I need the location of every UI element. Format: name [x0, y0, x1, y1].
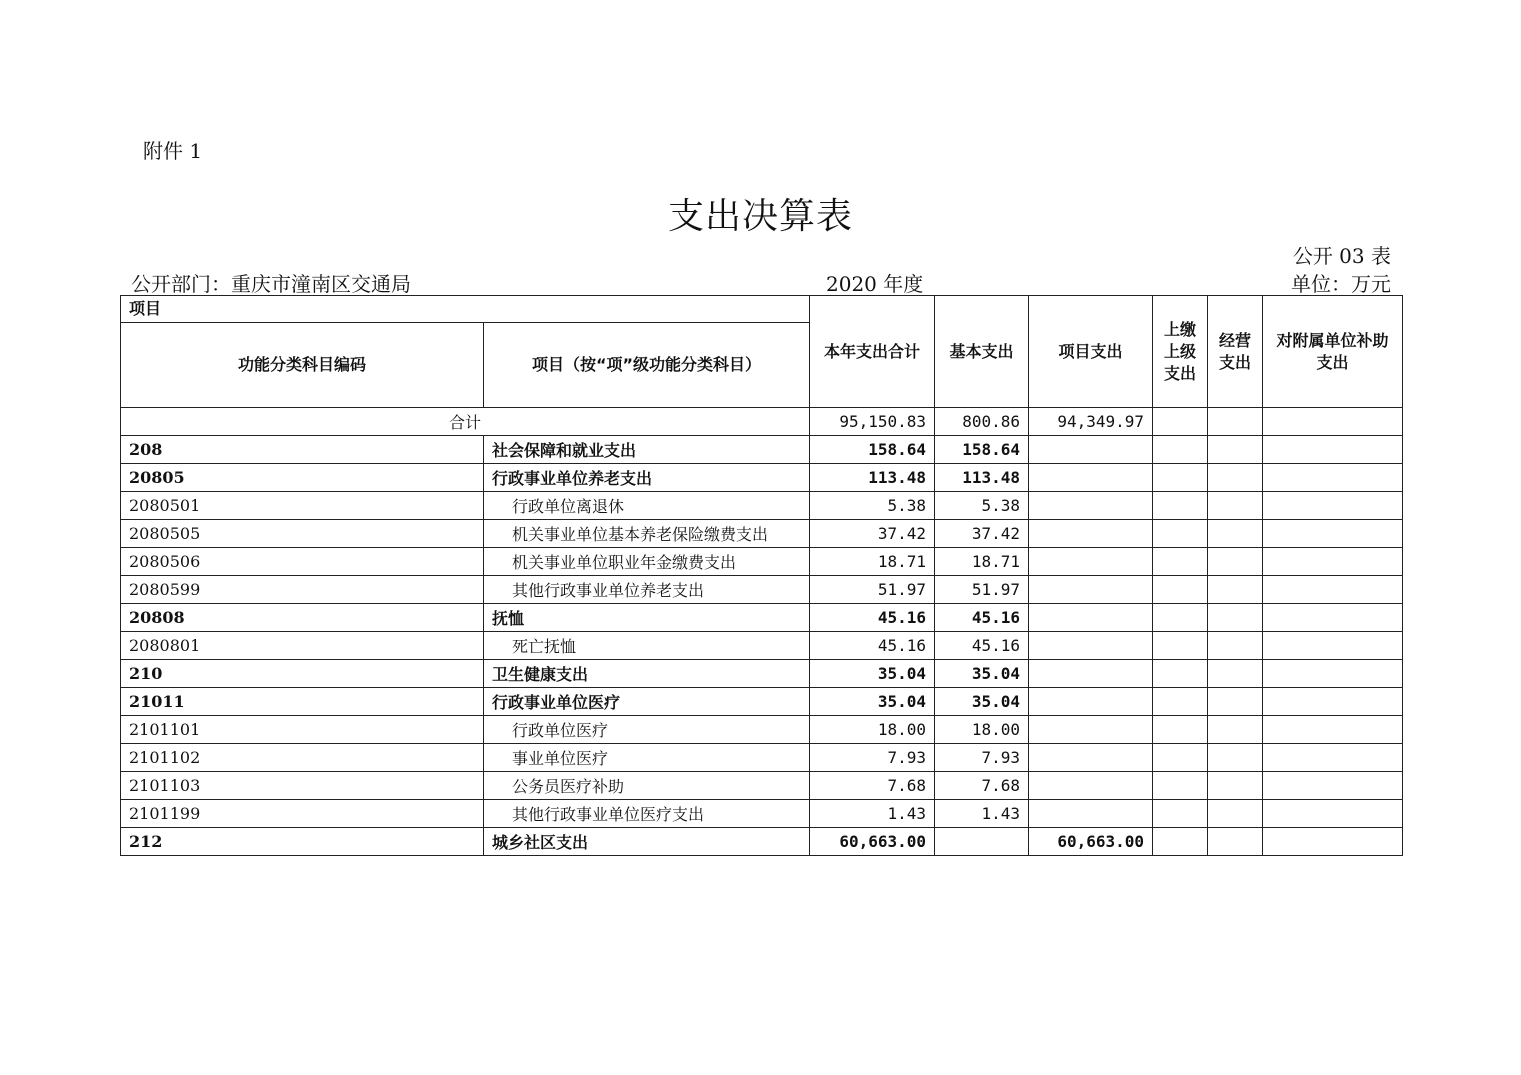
table-row	[121, 548, 1403, 576]
row-code: 2101101	[121, 716, 484, 744]
row-basic: 158.64	[935, 436, 1029, 464]
row-code: 208	[121, 436, 484, 464]
row-total: 7.68	[810, 772, 935, 800]
row-subsidy	[1263, 492, 1403, 520]
row-basic: 37.42	[935, 520, 1029, 548]
row-basic	[935, 828, 1029, 856]
row-total: 5.38	[810, 492, 935, 520]
row-name: 公务员医疗补助	[484, 772, 810, 800]
row-name: 城乡社区支出	[484, 828, 810, 856]
total-business	[1208, 408, 1263, 436]
row-business	[1208, 632, 1263, 660]
row-name: 其他行政事业单位养老支出	[484, 576, 810, 604]
row-subsidy	[1263, 744, 1403, 772]
row-name: 行政事业单位养老支出	[484, 464, 810, 492]
row-total: 18.00	[810, 716, 935, 744]
row-code: 21011	[121, 688, 484, 716]
header-business: 经营支出	[1208, 296, 1263, 408]
row-basic: 5.38	[935, 492, 1029, 520]
row-name: 行政事业单位医疗	[484, 688, 810, 716]
header-subsidy: 对附属单位补助支出	[1263, 296, 1403, 408]
department-label: 公开部门：重庆市潼南区交通局	[131, 272, 411, 296]
table-header	[121, 296, 1403, 408]
row-subsidy	[1263, 660, 1403, 688]
row-code: 2101103	[121, 772, 484, 800]
row-name: 卫生健康支出	[484, 660, 810, 688]
row-code: 212	[121, 828, 484, 856]
table-row	[121, 828, 1403, 856]
header-remit: 上缴上级支出	[1153, 296, 1208, 408]
row-project	[1029, 548, 1153, 576]
row-project	[1029, 688, 1153, 716]
row-code: 2080801	[121, 632, 484, 660]
row-remit	[1153, 828, 1208, 856]
row-basic: 113.48	[935, 464, 1029, 492]
row-business	[1208, 548, 1263, 576]
row-total: 37.42	[810, 520, 935, 548]
row-basic: 51.97	[935, 576, 1029, 604]
header-basic: 基本支出	[935, 296, 1029, 408]
row-total: 51.97	[810, 576, 935, 604]
row-project	[1029, 492, 1153, 520]
row-remit	[1153, 464, 1208, 492]
row-business	[1208, 800, 1263, 828]
total-subsidy	[1263, 408, 1403, 436]
unit-label: 单位：万元	[1291, 272, 1391, 296]
row-total: 35.04	[810, 688, 935, 716]
page-title: 支出决算表	[667, 196, 853, 237]
row-business	[1208, 688, 1263, 716]
expenditure-table	[120, 295, 1403, 856]
row-business	[1208, 492, 1263, 520]
row-total: 7.93	[810, 744, 935, 772]
row-remit	[1153, 492, 1208, 520]
row-business	[1208, 828, 1263, 856]
row-project	[1029, 464, 1153, 492]
row-business	[1208, 772, 1263, 800]
table-row	[121, 576, 1403, 604]
row-total: 1.43	[810, 800, 935, 828]
row-basic: 1.43	[935, 800, 1029, 828]
table-row	[121, 492, 1403, 520]
row-project	[1029, 772, 1153, 800]
row-remit	[1153, 772, 1208, 800]
row-basic: 18.71	[935, 548, 1029, 576]
row-code: 20808	[121, 604, 484, 632]
header-code: 功能分类科目编码	[121, 323, 484, 408]
table-row	[121, 772, 1403, 800]
row-basic: 45.16	[935, 632, 1029, 660]
row-business	[1208, 520, 1263, 548]
table-body	[121, 408, 1403, 856]
row-basic: 45.16	[935, 604, 1029, 632]
row-name: 行政单位医疗	[484, 716, 810, 744]
row-name: 机关事业单位基本养老保险缴费支出	[484, 520, 810, 548]
table-row	[121, 520, 1403, 548]
row-project	[1029, 576, 1153, 604]
row-name: 事业单位医疗	[484, 744, 810, 772]
row-project: 60,663.00	[1029, 828, 1153, 856]
row-business	[1208, 744, 1263, 772]
row-total: 45.16	[810, 604, 935, 632]
row-subsidy	[1263, 520, 1403, 548]
header-project: 项目支出	[1029, 296, 1153, 408]
row-subsidy	[1263, 576, 1403, 604]
row-total: 113.48	[810, 464, 935, 492]
row-subsidy	[1263, 688, 1403, 716]
row-name: 死亡抚恤	[484, 632, 810, 660]
form-number: 公开 03 表	[1292, 244, 1391, 268]
row-subsidy	[1263, 436, 1403, 464]
row-basic: 7.93	[935, 744, 1029, 772]
row-total: 35.04	[810, 660, 935, 688]
row-code: 2080506	[121, 548, 484, 576]
row-remit	[1153, 744, 1208, 772]
row-remit	[1153, 436, 1208, 464]
row-subsidy	[1263, 716, 1403, 744]
row-remit	[1153, 520, 1208, 548]
row-subsidy	[1263, 632, 1403, 660]
total-basic: 800.86	[935, 408, 1029, 436]
row-subsidy	[1263, 548, 1403, 576]
table-row	[121, 688, 1403, 716]
row-business	[1208, 464, 1263, 492]
row-remit	[1153, 716, 1208, 744]
row-subsidy	[1263, 800, 1403, 828]
row-basic: 35.04	[935, 688, 1029, 716]
table-row	[121, 604, 1403, 632]
row-remit	[1153, 660, 1208, 688]
row-basic: 7.68	[935, 772, 1029, 800]
row-business	[1208, 604, 1263, 632]
row-project	[1029, 716, 1153, 744]
row-remit	[1153, 800, 1208, 828]
row-business	[1208, 660, 1263, 688]
table-row	[121, 436, 1403, 464]
row-project	[1029, 436, 1153, 464]
row-business	[1208, 436, 1263, 464]
table-row	[121, 660, 1403, 688]
row-name: 机关事业单位职业年金缴费支出	[484, 548, 810, 576]
row-code: 210	[121, 660, 484, 688]
row-remit	[1153, 576, 1208, 604]
row-name: 其他行政事业单位医疗支出	[484, 800, 810, 828]
row-code: 2080599	[121, 576, 484, 604]
row-subsidy	[1263, 464, 1403, 492]
total-project: 94,349.97	[1029, 408, 1153, 436]
total-remit	[1153, 408, 1208, 436]
row-code: 2101199	[121, 800, 484, 828]
total-sum: 95,150.83	[810, 408, 935, 436]
table-row	[121, 800, 1403, 828]
row-name: 行政单位离退休	[484, 492, 810, 520]
row-code: 20805	[121, 464, 484, 492]
attachment-label: 附件 1	[143, 139, 203, 163]
row-basic: 18.00	[935, 716, 1029, 744]
header-name: 项目（按“项”级功能分类科目）	[484, 323, 810, 408]
row-subsidy	[1263, 828, 1403, 856]
row-remit	[1153, 548, 1208, 576]
row-remit	[1153, 632, 1208, 660]
row-total: 45.16	[810, 632, 935, 660]
row-subsidy	[1263, 772, 1403, 800]
table-row	[121, 744, 1403, 772]
row-code: 2080505	[121, 520, 484, 548]
row-basic: 35.04	[935, 660, 1029, 688]
row-subsidy	[1263, 604, 1403, 632]
table-row	[121, 632, 1403, 660]
total-label: 合计	[121, 408, 810, 436]
row-name: 社会保障和就业支出	[484, 436, 810, 464]
row-business	[1208, 716, 1263, 744]
row-code: 2080501	[121, 492, 484, 520]
row-code: 2101102	[121, 744, 484, 772]
header-total: 本年支出合计	[810, 296, 935, 408]
row-business	[1208, 576, 1263, 604]
row-project	[1029, 744, 1153, 772]
table-row	[121, 716, 1403, 744]
row-remit	[1153, 604, 1208, 632]
row-remit	[1153, 688, 1208, 716]
row-project	[1029, 660, 1153, 688]
row-total: 60,663.00	[810, 828, 935, 856]
fiscal-year: 2020 年度	[826, 272, 924, 296]
table-row	[121, 464, 1403, 492]
row-project	[1029, 800, 1153, 828]
row-total: 18.71	[810, 548, 935, 576]
header-item: 项目	[121, 296, 810, 323]
total-row	[121, 408, 1403, 436]
row-name: 抚恤	[484, 604, 810, 632]
row-project	[1029, 632, 1153, 660]
row-total: 158.64	[810, 436, 935, 464]
row-project	[1029, 520, 1153, 548]
row-project	[1029, 604, 1153, 632]
